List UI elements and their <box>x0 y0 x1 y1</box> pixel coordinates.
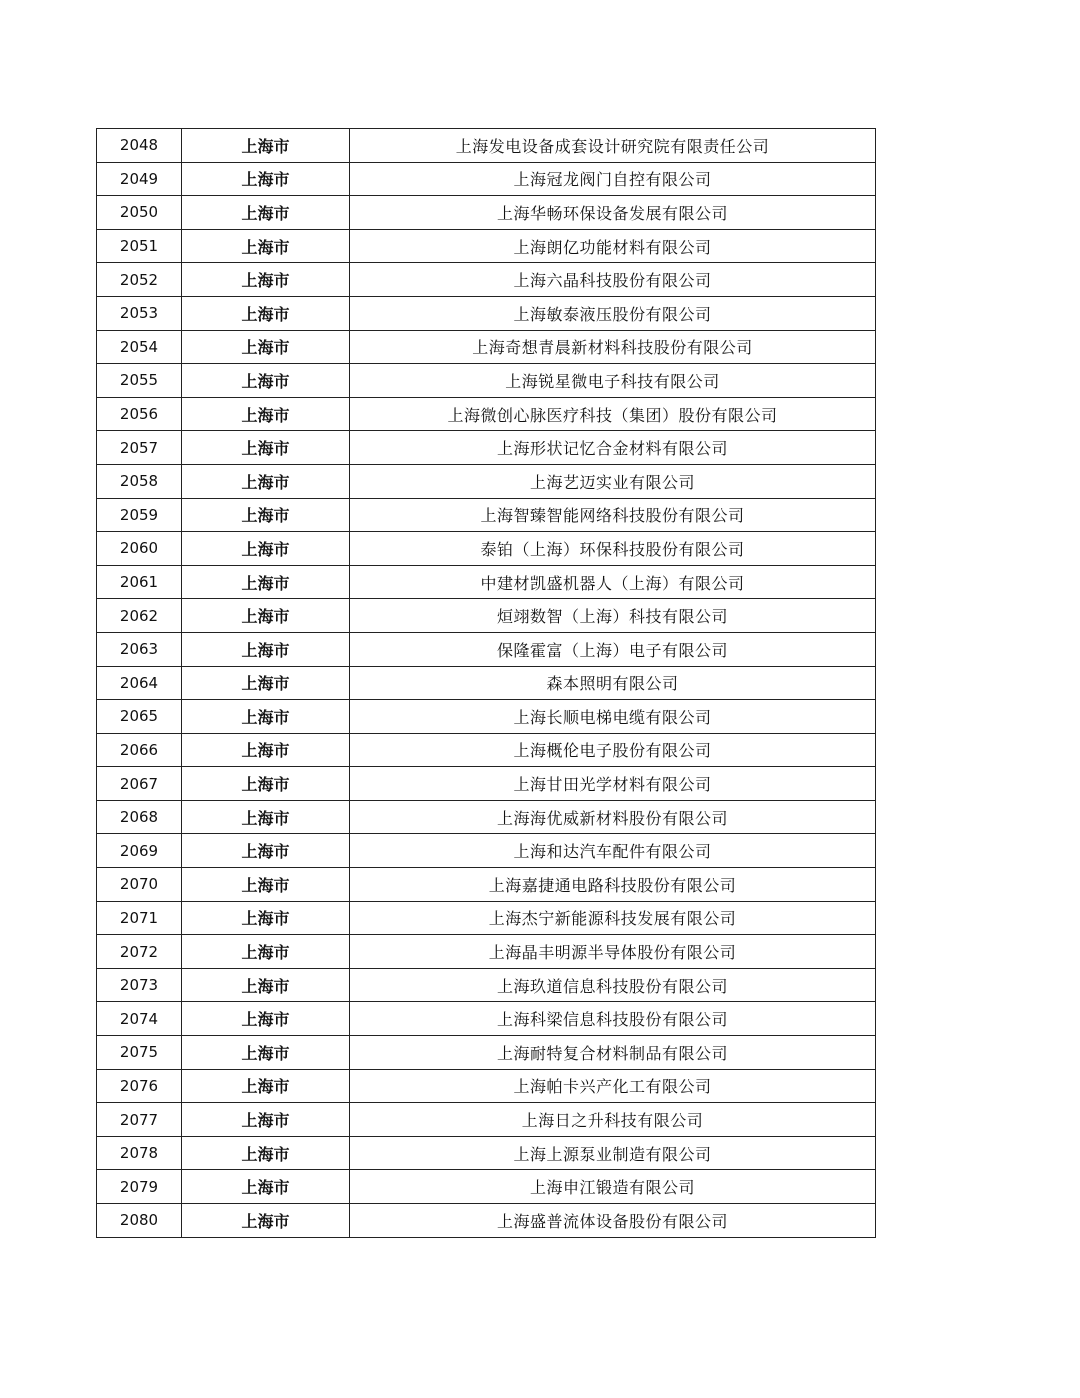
row-number-cell: 2072 <box>97 935 182 969</box>
company-name-cell: 上海华畅环保设备发展有限公司 <box>350 196 876 230</box>
table-row <box>97 1069 876 1103</box>
city-cell: 上海市 <box>182 397 350 431</box>
row-number-cell: 2062 <box>97 599 182 633</box>
city-cell: 上海市 <box>182 1103 350 1137</box>
table-body <box>97 129 876 1238</box>
company-name-cell: 上海盛普流体设备股份有限公司 <box>350 1204 876 1238</box>
city-cell: 上海市 <box>182 599 350 633</box>
table-row <box>97 532 876 566</box>
table-row <box>97 263 876 297</box>
company-name-cell: 上海锐星微电子科技有限公司 <box>350 364 876 398</box>
table-row <box>97 498 876 532</box>
table-row <box>97 834 876 868</box>
table-row <box>97 196 876 230</box>
company-name-cell: 上海六晶科技股份有限公司 <box>350 263 876 297</box>
row-number-cell: 2064 <box>97 666 182 700</box>
row-number-cell: 2051 <box>97 229 182 263</box>
city-cell: 上海市 <box>182 431 350 465</box>
row-number-cell: 2077 <box>97 1103 182 1137</box>
table-row <box>97 1204 876 1238</box>
table-row <box>97 565 876 599</box>
company-name-cell: 上海艺迈实业有限公司 <box>350 464 876 498</box>
row-number-cell: 2049 <box>97 162 182 196</box>
city-cell: 上海市 <box>182 464 350 498</box>
company-name-cell: 泰铂（上海）环保科技股份有限公司 <box>350 532 876 566</box>
row-number-cell: 2058 <box>97 464 182 498</box>
city-cell: 上海市 <box>182 532 350 566</box>
company-name-cell: 上海形状记忆合金材料有限公司 <box>350 431 876 465</box>
row-number-cell: 2079 <box>97 1170 182 1204</box>
company-list-table <box>96 128 876 1238</box>
table-row <box>97 1036 876 1070</box>
table-row <box>97 1103 876 1137</box>
city-cell: 上海市 <box>182 968 350 1002</box>
city-cell: 上海市 <box>182 800 350 834</box>
row-number-cell: 2076 <box>97 1069 182 1103</box>
table-row <box>97 129 876 163</box>
table-row <box>97 1002 876 1036</box>
city-cell: 上海市 <box>182 263 350 297</box>
table-row <box>97 397 876 431</box>
company-name-cell: 上海上源泵业制造有限公司 <box>350 1136 876 1170</box>
city-cell: 上海市 <box>182 229 350 263</box>
table-row <box>97 599 876 633</box>
city-cell: 上海市 <box>182 632 350 666</box>
company-name-cell: 上海朗亿功能材料有限公司 <box>350 229 876 263</box>
row-number-cell: 2073 <box>97 968 182 1002</box>
city-cell: 上海市 <box>182 1002 350 1036</box>
row-number-cell: 2053 <box>97 296 182 330</box>
table-row <box>97 901 876 935</box>
row-number-cell: 2066 <box>97 733 182 767</box>
row-number-cell: 2050 <box>97 196 182 230</box>
city-cell: 上海市 <box>182 767 350 801</box>
table-row <box>97 700 876 734</box>
company-name-cell: 上海微创心脉医疗科技（集团）股份有限公司 <box>350 397 876 431</box>
city-cell: 上海市 <box>182 935 350 969</box>
row-number-cell: 2069 <box>97 834 182 868</box>
table-row <box>97 464 876 498</box>
row-number-cell: 2078 <box>97 1136 182 1170</box>
city-cell: 上海市 <box>182 666 350 700</box>
row-number-cell: 2061 <box>97 565 182 599</box>
company-name-cell: 上海帕卡兴产化工有限公司 <box>350 1069 876 1103</box>
company-name-cell: 森本照明有限公司 <box>350 666 876 700</box>
city-cell: 上海市 <box>182 901 350 935</box>
city-cell: 上海市 <box>182 868 350 902</box>
row-number-cell: 2071 <box>97 901 182 935</box>
row-number-cell: 2057 <box>97 431 182 465</box>
city-cell: 上海市 <box>182 1036 350 1070</box>
table-row <box>97 666 876 700</box>
company-name-cell: 上海科梁信息科技股份有限公司 <box>350 1002 876 1036</box>
company-name-cell: 烜翊数智（上海）科技有限公司 <box>350 599 876 633</box>
company-name-cell: 上海杰宁新能源科技发展有限公司 <box>350 901 876 935</box>
table-row <box>97 1170 876 1204</box>
company-name-cell: 上海甘田光学材料有限公司 <box>350 767 876 801</box>
company-name-cell: 中建材凯盛机器人（上海）有限公司 <box>350 565 876 599</box>
company-name-cell: 上海玖道信息科技股份有限公司 <box>350 968 876 1002</box>
city-cell: 上海市 <box>182 834 350 868</box>
table-row <box>97 162 876 196</box>
city-cell: 上海市 <box>182 129 350 163</box>
row-number-cell: 2070 <box>97 868 182 902</box>
table-row <box>97 733 876 767</box>
row-number-cell: 2065 <box>97 700 182 734</box>
city-cell: 上海市 <box>182 733 350 767</box>
company-name-cell: 上海耐特复合材料制品有限公司 <box>350 1036 876 1070</box>
company-name-cell: 保隆霍富（上海）电子有限公司 <box>350 632 876 666</box>
company-name-cell: 上海发电设备成套设计研究院有限责任公司 <box>350 129 876 163</box>
company-name-cell: 上海嘉捷通电路科技股份有限公司 <box>350 868 876 902</box>
company-name-cell: 上海日之升科技有限公司 <box>350 1103 876 1137</box>
city-cell: 上海市 <box>182 296 350 330</box>
table-row <box>97 800 876 834</box>
table-row <box>97 935 876 969</box>
table-row <box>97 1136 876 1170</box>
row-number-cell: 2052 <box>97 263 182 297</box>
city-cell: 上海市 <box>182 1204 350 1238</box>
row-number-cell: 2060 <box>97 532 182 566</box>
row-number-cell: 2048 <box>97 129 182 163</box>
row-number-cell: 2054 <box>97 330 182 364</box>
table-row <box>97 296 876 330</box>
city-cell: 上海市 <box>182 162 350 196</box>
table-row <box>97 364 876 398</box>
city-cell: 上海市 <box>182 364 350 398</box>
city-cell: 上海市 <box>182 330 350 364</box>
company-name-cell: 上海敏泰液压股份有限公司 <box>350 296 876 330</box>
company-name-cell: 上海晶丰明源半导体股份有限公司 <box>350 935 876 969</box>
company-name-cell: 上海和达汽车配件有限公司 <box>350 834 876 868</box>
row-number-cell: 2080 <box>97 1204 182 1238</box>
company-name-cell: 上海智臻智能网络科技股份有限公司 <box>350 498 876 532</box>
row-number-cell: 2055 <box>97 364 182 398</box>
company-name-cell: 上海概伦电子股份有限公司 <box>350 733 876 767</box>
city-cell: 上海市 <box>182 1170 350 1204</box>
row-number-cell: 2067 <box>97 767 182 801</box>
table-row <box>97 968 876 1002</box>
city-cell: 上海市 <box>182 1136 350 1170</box>
table-row <box>97 868 876 902</box>
company-name-cell: 上海长顺电梯电缆有限公司 <box>350 700 876 734</box>
row-number-cell: 2075 <box>97 1036 182 1070</box>
city-cell: 上海市 <box>182 498 350 532</box>
row-number-cell: 2074 <box>97 1002 182 1036</box>
table-row <box>97 767 876 801</box>
row-number-cell: 2068 <box>97 800 182 834</box>
table-row <box>97 229 876 263</box>
city-cell: 上海市 <box>182 565 350 599</box>
table-row <box>97 632 876 666</box>
company-name-cell: 上海奇想青晨新材料科技股份有限公司 <box>350 330 876 364</box>
city-cell: 上海市 <box>182 196 350 230</box>
table-row <box>97 330 876 364</box>
row-number-cell: 2063 <box>97 632 182 666</box>
city-cell: 上海市 <box>182 1069 350 1103</box>
row-number-cell: 2056 <box>97 397 182 431</box>
row-number-cell: 2059 <box>97 498 182 532</box>
city-cell: 上海市 <box>182 700 350 734</box>
company-name-cell: 上海海优威新材料股份有限公司 <box>350 800 876 834</box>
company-name-cell: 上海冠龙阀门自控有限公司 <box>350 162 876 196</box>
company-name-cell: 上海申江锻造有限公司 <box>350 1170 876 1204</box>
table-row <box>97 431 876 465</box>
